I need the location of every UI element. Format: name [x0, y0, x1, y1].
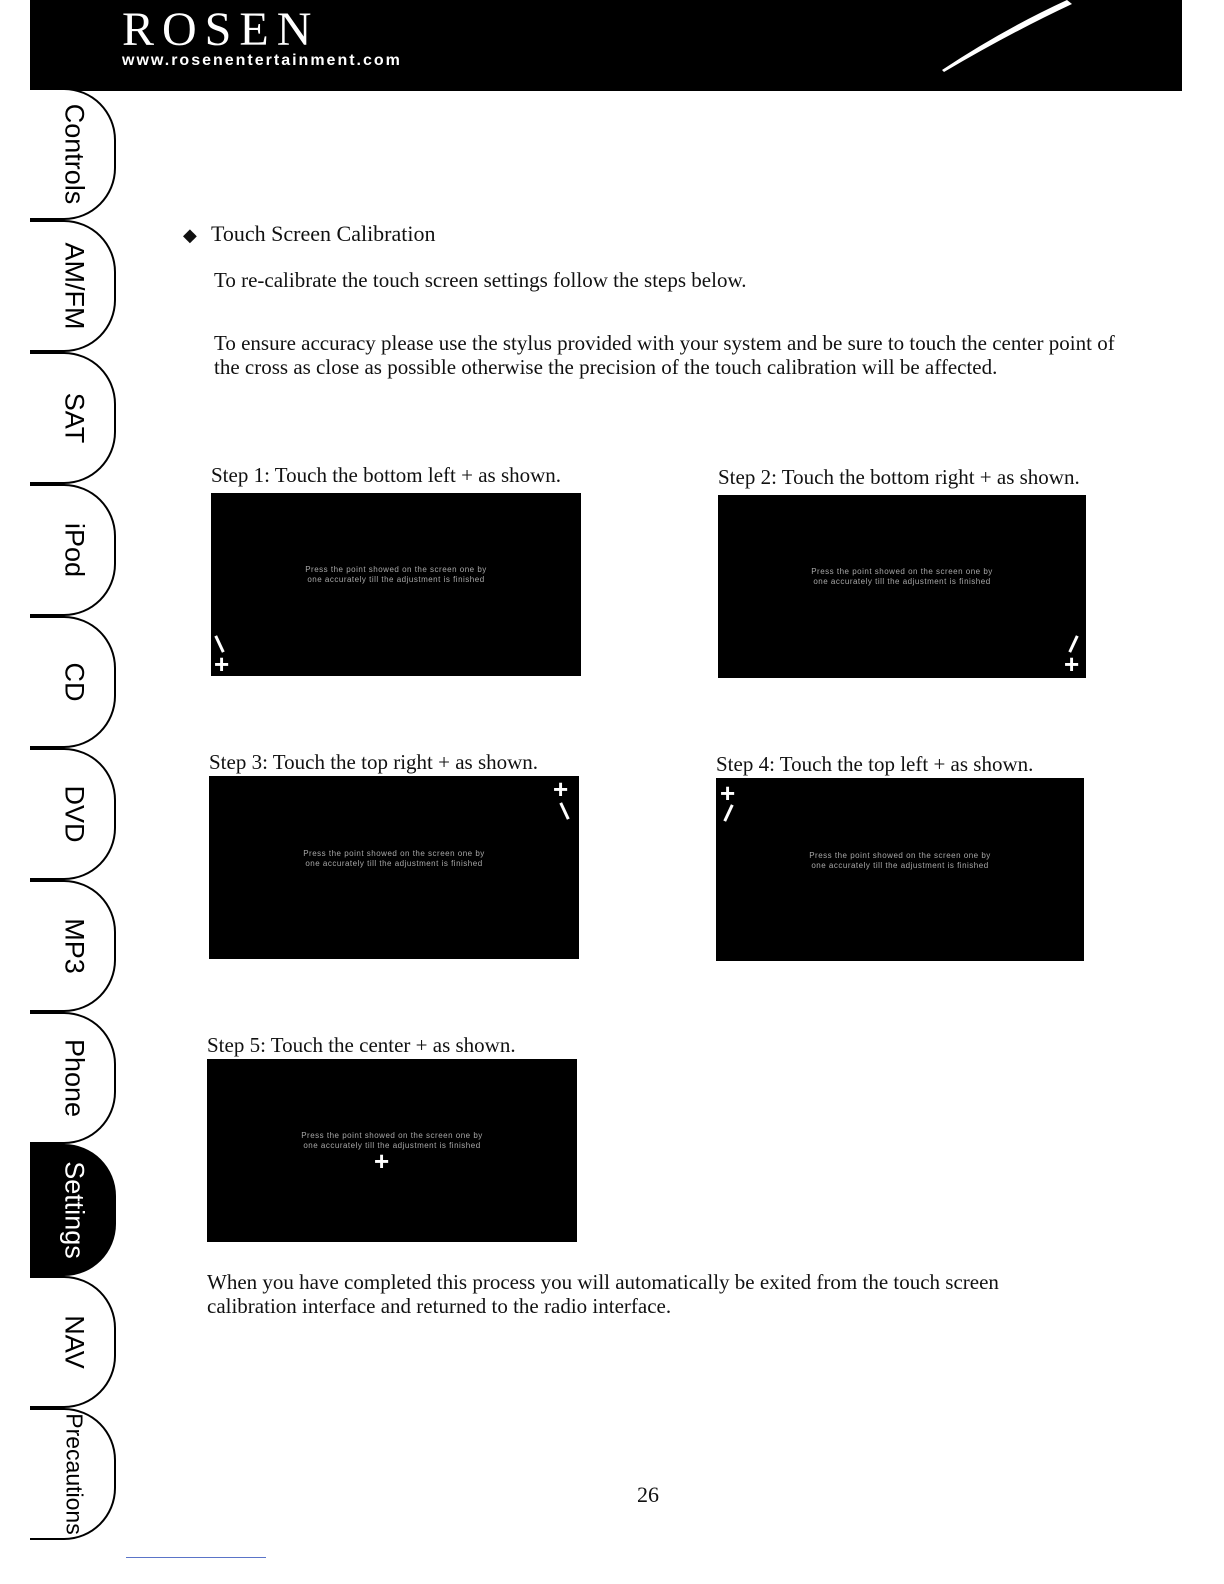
brand-url: www.rosenentertainment.com — [122, 52, 402, 69]
step-5-screen — [207, 1059, 577, 1242]
tab-label: NAV — [59, 1315, 90, 1369]
screen-message-line: Press the point showed on the screen one by — [305, 565, 487, 574]
step-2-caption: Step 2: Touch the bottom right + as shown. — [718, 465, 1080, 489]
tab-ipod[interactable] — [30, 484, 116, 616]
step-3-screen — [209, 776, 579, 959]
tab-nav[interactable] — [30, 1276, 116, 1408]
screen-message-line: one accurately till the adjustment is finished — [307, 575, 485, 584]
tab-label: CD — [59, 662, 90, 702]
step-4-screen — [716, 778, 1084, 961]
screen-message-line: one accurately till the adjustment is finished — [303, 1141, 481, 1150]
step-3-caption: Step 3: Touch the top right + as shown. — [209, 750, 539, 774]
screen-message — [718, 567, 1086, 587]
header-banner — [30, 0, 1182, 91]
step-1-caption: Step 1: Touch the bottom left + as shown. — [211, 463, 562, 487]
tab-label: SAT — [59, 392, 90, 444]
tab-settings[interactable] — [30, 1144, 116, 1276]
section-title — [183, 221, 436, 247]
screen-message — [209, 849, 579, 869]
stylus-icon — [559, 802, 569, 820]
brand-logo: ROSEN — [122, 3, 320, 56]
tab-label: Precautions — [61, 1413, 88, 1535]
chapter-tabs — [30, 88, 120, 1544]
calibration-cross-icon: + — [553, 776, 569, 804]
tab-label: Controls — [59, 103, 90, 205]
screen-message-line: Press the point showed on the screen one by — [303, 849, 485, 858]
tab-mp3[interactable] — [30, 880, 116, 1012]
tab-label: iPod — [59, 522, 90, 578]
page-number: 26 — [637, 1482, 659, 1507]
tab-sat[interactable] — [30, 352, 116, 484]
tab-label: MP3 — [59, 918, 90, 974]
screen-message — [716, 851, 1084, 871]
tab-precautions[interactable] — [30, 1408, 116, 1540]
tab-cd[interactable] — [30, 616, 116, 748]
step-4-caption: Step 4: Touch the top left + as shown. — [716, 752, 1034, 776]
screen-message-line: Press the point showed on the screen one by — [301, 1131, 483, 1140]
tab-label: Phone — [59, 1038, 90, 1118]
screen-message-line: Press the point showed on the screen one by — [809, 851, 991, 860]
screen-message-line: one accurately till the adjustment is finished — [811, 861, 989, 870]
calibration-cross-icon: + — [214, 649, 230, 676]
calibration-cross-icon: + — [720, 778, 736, 808]
footer-rule — [126, 1557, 266, 1558]
calibration-cross-icon: + — [374, 1146, 390, 1176]
tab-label: Settings — [59, 1161, 90, 1259]
step-5-caption: Step 5: Touch the center + as shown. — [207, 1033, 516, 1057]
step-2-screen — [718, 495, 1086, 678]
screen-message-line: Press the point showed on the screen one by — [811, 567, 993, 576]
step-1-screen — [211, 493, 581, 676]
swoosh-graphic — [922, 0, 1082, 75]
tab-phone[interactable] — [30, 1012, 116, 1144]
tab-label: DVD — [59, 785, 90, 843]
tab-am-fm[interactable] — [30, 220, 116, 352]
tab-dvd[interactable] — [30, 748, 116, 880]
screen-message — [211, 565, 581, 585]
screen-message-line: one accurately till the adjustment is finished — [813, 577, 991, 586]
calibration-cross-icon: + — [1064, 649, 1080, 678]
tab-label: AM/FM — [59, 242, 90, 330]
screen-message-line: one accurately till the adjustment is finished — [305, 859, 483, 868]
intro-text: To re-calibrate the touch screen settings follow the steps below. — [214, 268, 747, 292]
closing-text: When you have completed this process you will automatically be exited from the touch screen calibration interface and returned to the radio interface. — [207, 1270, 999, 1318]
diamond-bullet-icon: ◆ — [183, 225, 197, 245]
tab-controls[interactable] — [30, 88, 116, 220]
section-title-text: Touch Screen Calibration — [211, 221, 436, 246]
accuracy-text: To ensure accuracy please use the stylus provided with your system and be sure to touch the center point of the cross as close as possible otherwise the precision of the touch calibration will be affected. — [214, 331, 1115, 379]
screen-message — [207, 1131, 577, 1151]
